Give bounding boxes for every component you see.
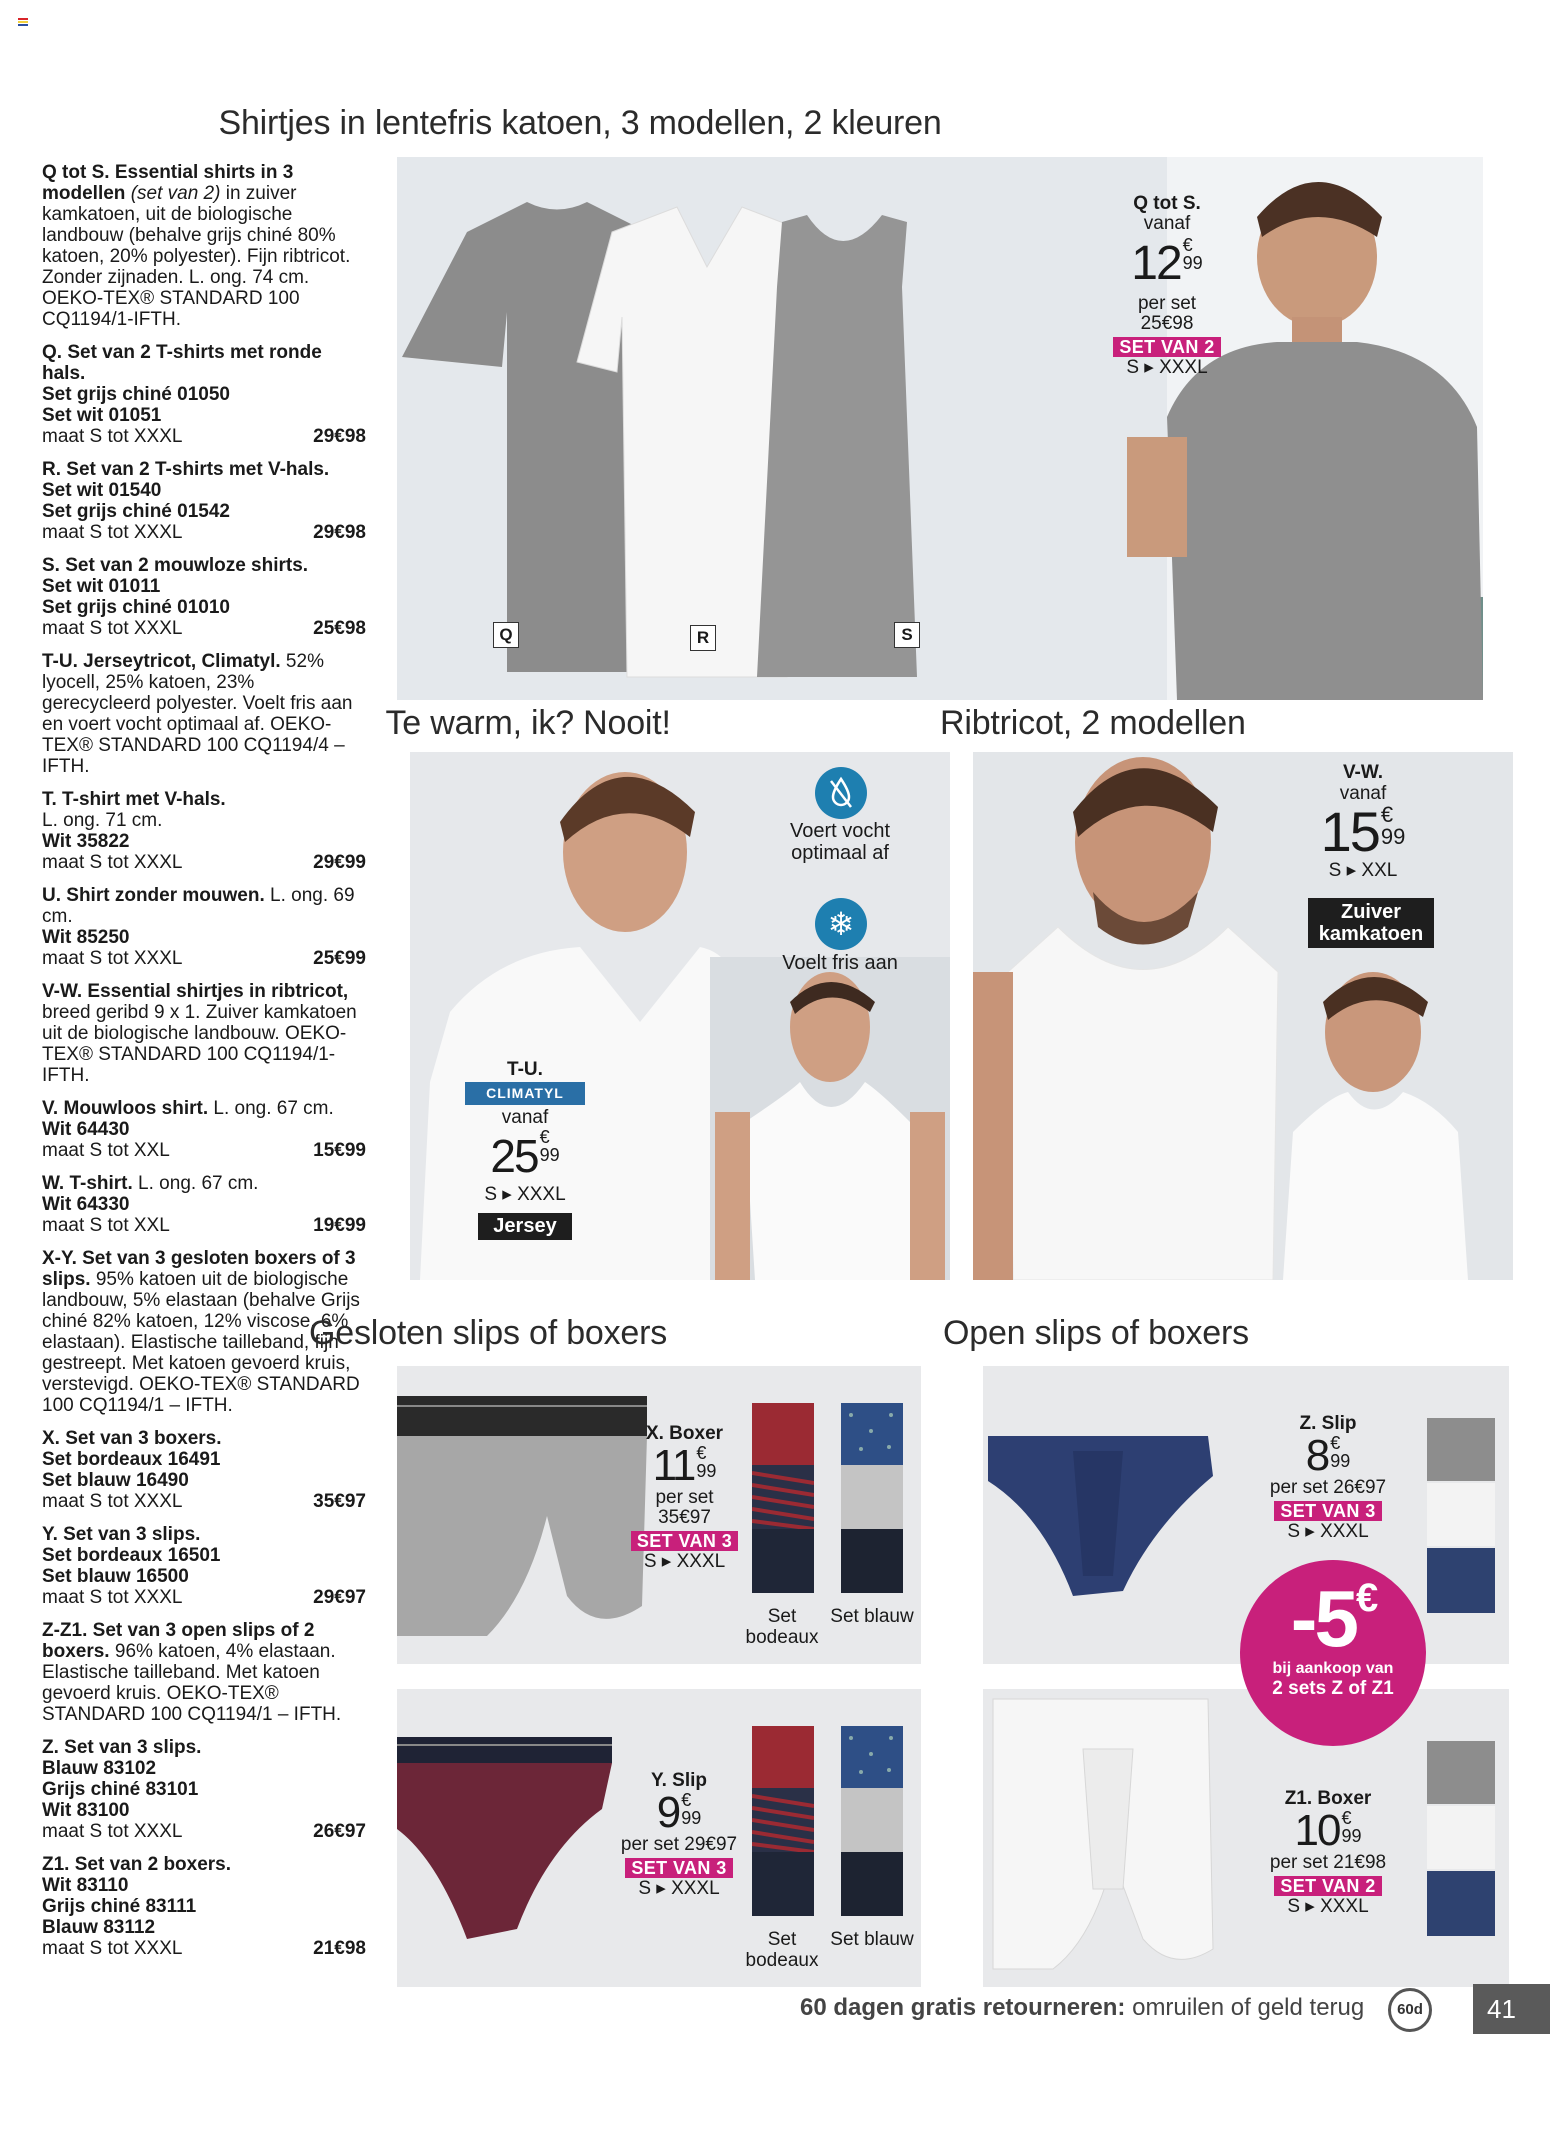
heading-ribtricot: Ribtricot, 2 modellen	[940, 704, 1246, 742]
tu-title: T-U. Jerseytricot, Climatyl.	[42, 651, 281, 672]
tu-photo	[410, 752, 950, 1280]
snowflake-icon: ❄	[815, 898, 867, 950]
promo-line2: 2 sets Z of Z1	[1272, 1678, 1394, 1699]
s-price: 25€98	[313, 618, 366, 639]
y-perset: per set 29€97	[620, 1834, 738, 1855]
z1-boxer-photo	[983, 1689, 1509, 1987]
vw-body: breed geribd 9 x 1. Zuiver kamkatoen uit de biologische landbouw. OEKO-TEX® STANDARD 100 CQ1194/1-IFTH.	[42, 1002, 357, 1086]
y-set2-label: Set blauw	[830, 1929, 914, 1950]
z1-price-block	[1258, 1789, 1398, 1917]
x-item	[42, 1428, 366, 1512]
w-item	[42, 1173, 366, 1236]
vw-sizes: S ▸ XXL	[1328, 860, 1398, 881]
zz1-body: 96% katoen, 4% elastaan. Elastische tailleband. Met katoen gevoerd kruis. OEKO-TEX® STANDARD 100 CQ1194/1 – IFTH.	[42, 1641, 342, 1725]
z-setvan-badge: SET VAN 3	[1274, 1501, 1381, 1521]
z1-sizes: S ▸ XXXL	[1287, 1896, 1369, 1917]
z-cents: 99	[1330, 1451, 1351, 1471]
footer-bold: 60 dagen gratis retourneren:	[800, 1994, 1126, 2021]
z1-eur: €	[1341, 1808, 1352, 1828]
y-price	[614, 1788, 744, 1837]
qs-price-block	[1107, 194, 1227, 378]
z1-offer-label: Z1. Boxer	[1284, 1788, 1372, 1809]
z-size: maat S tot XXXL	[42, 1821, 183, 1842]
x-price: 35€97	[313, 1491, 366, 1512]
z-price-block	[1258, 1414, 1398, 1542]
w-length: L. ong. 67 cm.	[132, 1173, 259, 1194]
r-title: R. Set van 2 T-shirts met V-hals.	[42, 459, 330, 480]
t-title: T. T-shirt met V-hals.	[42, 789, 226, 810]
qs-body: in zuiver kamkatoen, uit de biologische landbouw (behalve grijs chiné 80% katoen, 20% polyester). Fijn ribtricot. Zonder zijnaden. L. ong. 74 cm. OEKO-TEX® STANDARD 100 CQ1194/1-IFTH.	[42, 183, 351, 330]
heading-gesloten: Gesloten slips of boxers	[309, 1314, 668, 1352]
vw-eur: €	[1380, 802, 1394, 827]
z1-price	[1258, 1806, 1398, 1855]
tu-vanaf: vanaf	[501, 1107, 549, 1128]
z-line2: Grijs chiné 83101	[42, 1779, 199, 1800]
x-perset: per set	[655, 1487, 714, 1508]
q-line1: Set grijs chiné 01050	[42, 384, 230, 405]
s-size: maat S tot XXXL	[42, 618, 183, 639]
z-price	[1258, 1431, 1398, 1480]
v-price: 15€99	[313, 1140, 366, 1161]
y-setvan-badge: SET VAN 3	[625, 1858, 732, 1878]
shirts-illustration	[397, 157, 1483, 700]
qs-set: (set van 2)	[130, 183, 221, 204]
y-cents: 99	[681, 1808, 702, 1828]
v-title: V. Mouwloos shirt.	[42, 1098, 209, 1119]
y-set1-label: Set bodeaux	[745, 1929, 819, 1971]
x-set2-label: Set blauw	[830, 1606, 914, 1627]
t-size: maat S tot XXXL	[42, 852, 183, 873]
z1-line3: Blauw 83112	[42, 1917, 156, 1938]
y-swatch-blauw	[841, 1726, 903, 1916]
drop-icon	[815, 767, 867, 819]
u-price: 25€99	[313, 948, 366, 969]
x-price	[627, 1441, 742, 1490]
z1-item	[42, 1854, 366, 1959]
vw-illustration	[973, 752, 1513, 1280]
z1-line1: Wit 83110	[42, 1875, 129, 1896]
s-title: S. Set van 2 mouwloze shirts.	[42, 555, 309, 576]
x-setvan-badge: SET VAN 3	[631, 1531, 738, 1551]
vw-description	[42, 981, 366, 1086]
w-line1: Wit 64330	[42, 1194, 130, 1215]
x-sizes: S ▸ XXXL	[643, 1551, 726, 1572]
qs-title: Q tot S. Essential shirts in 3 modellen	[42, 162, 294, 204]
w-price: 19€99	[313, 1215, 366, 1236]
x-swatch-blauw	[841, 1403, 903, 1593]
tu-price-block	[470, 1059, 580, 1240]
z1-line2: Grijs chiné 83111	[42, 1896, 197, 1917]
footer-returns	[800, 1994, 1364, 2022]
qs-sizes: S ▸ XXXL	[1126, 357, 1208, 378]
z-price-int: 8	[1305, 1431, 1329, 1480]
v-line1: Wit 64430	[42, 1119, 130, 1140]
vw-price-int: 15	[1320, 800, 1379, 863]
tu-description	[42, 651, 366, 777]
heading-warm: Te warm, ik? Nooit!	[385, 704, 671, 742]
z-line3: Wit 83100	[42, 1800, 130, 1821]
s-line1: Set wit 01011	[42, 576, 161, 597]
x-offer-label: X. Boxer	[645, 1423, 724, 1444]
q-item	[42, 342, 366, 447]
zz1-description	[42, 1620, 366, 1725]
y-eur: €	[681, 1790, 692, 1810]
footer-rest: omruilen of geld terug	[1125, 1994, 1365, 2021]
vw-offer-label: V-W.	[1342, 762, 1384, 783]
feature-moisture: Voert vocht optimaal af	[789, 820, 891, 864]
z-price: 26€97	[313, 1821, 366, 1842]
tu-price-int: 25	[490, 1130, 538, 1182]
t-line1: Wit 35822	[42, 831, 130, 852]
s-item	[42, 555, 366, 639]
vw-price	[1303, 800, 1423, 863]
q-size: maat S tot XXXL	[42, 426, 183, 447]
product-descriptions	[42, 162, 366, 1971]
x-boxer-photo	[397, 1366, 921, 1664]
y-line2: Set blauw 16500	[42, 1566, 189, 1587]
qs-setvan-badge: SET VAN 2	[1113, 337, 1220, 357]
qs-setprice: 25€98	[1140, 313, 1194, 334]
tu-cents: 99	[539, 1145, 560, 1165]
promo-big: -5	[1290, 1574, 1356, 1663]
x-setprice: 35€97	[658, 1507, 711, 1528]
heading-open: Open slips of boxers	[943, 1314, 1249, 1352]
marker-r: R	[690, 625, 716, 651]
feature-fresh: Voelt fris aan	[782, 952, 898, 974]
tu-eur: €	[539, 1127, 550, 1147]
y-title: Y. Set van 3 slips.	[42, 1524, 201, 1545]
x-line2: Set blauw 16490	[42, 1470, 189, 1491]
u-line1: Wit 85250	[42, 927, 130, 948]
tu-body: 52% lyocell, 25% katoen, 23% gerecycleerd polyester. Voelt fris aan en voert vocht optimaal af. OEKO-TEX® STANDARD 100 CQ1194/4 – IFTH.	[42, 651, 353, 777]
t-item	[42, 789, 366, 873]
z1-price-int: 10	[1294, 1806, 1340, 1855]
marker-s: S	[894, 622, 920, 648]
xy-title: X-Y. Set van 3 gesloten boxers of 3 slips.	[42, 1248, 356, 1290]
t-length: L. ong. 71 cm.	[42, 810, 163, 831]
tu-jersey-tag: Jersey	[478, 1213, 572, 1240]
u-length: L. ong. 69 cm.	[42, 885, 355, 927]
r-price: 29€98	[313, 522, 366, 543]
y-price: 29€97	[313, 1587, 366, 1608]
s-line2: Set grijs chiné 01010	[42, 597, 230, 618]
vw-vanaf: vanaf	[1339, 783, 1387, 804]
vw-price-block	[1303, 762, 1423, 881]
x-price-int: 11	[652, 1441, 695, 1490]
w-size: maat S tot XXL	[42, 1215, 170, 1236]
z-item	[42, 1737, 366, 1842]
vw-kamkatoen-tag: Zuiver kamkatoen	[1308, 898, 1434, 948]
tu-offer-label: T-U.	[507, 1059, 543, 1080]
z-perset: per set 26€97	[1269, 1477, 1387, 1498]
u-title: U. Shirt zonder mouwen.	[42, 885, 265, 906]
marker-q: Q	[493, 622, 519, 648]
vw-photo	[973, 752, 1513, 1280]
x-line1: Set bordeaux 16491	[42, 1449, 221, 1470]
qs-description	[42, 162, 366, 330]
xy-body: 95% katoen uit de biologische landbouw, 5% elastaan (behalve Grijs chiné 82% katoen, 12% viscose, 6% elastaan). Elastische tailleband, fijn gestreept. Met katoen gevoerd kruis, verstevigd. OEKO-TEX® STANDARD 100 CQ1194/1 – IFTH.	[42, 1269, 360, 1416]
shirts-photo	[397, 157, 1483, 700]
x-eur: €	[696, 1443, 707, 1463]
qs-price	[1107, 236, 1227, 292]
q-line2: Set wit 01051	[42, 405, 162, 426]
y-sizes: S ▸ XXXL	[638, 1878, 720, 1899]
qs-offer-label: Q tot S.	[1133, 193, 1201, 214]
x-size: maat S tot XXXL	[42, 1491, 183, 1512]
q-title: Q. Set van 2 T-shirts met ronde hals.	[42, 342, 322, 384]
flag-icon	[18, 18, 28, 26]
q-price: 29€98	[313, 426, 366, 447]
zz1-title: Z-Z1. Set van 3 open slips of 2 boxers.	[42, 1620, 315, 1662]
y-line1: Set bordeaux 16501	[42, 1545, 221, 1566]
promo-amount	[1240, 1574, 1426, 1663]
qs-cents: 99	[1182, 253, 1203, 273]
tu-price	[470, 1128, 580, 1184]
x-price-block	[627, 1424, 742, 1572]
z-line1: Blauw 83102	[42, 1758, 157, 1779]
x-cents: 99	[696, 1461, 717, 1481]
promo-badge	[1240, 1560, 1426, 1746]
z-sizes: S ▸ XXXL	[1287, 1521, 1369, 1542]
qs-eur: €	[1182, 235, 1193, 255]
r-line2: Set grijs chiné 01542	[42, 501, 230, 522]
x-title: X. Set van 3 boxers.	[42, 1428, 222, 1449]
y-offer-label: Y. Slip	[651, 1770, 707, 1791]
y-slip-photo	[397, 1689, 921, 1987]
page-number: 41	[1473, 1984, 1550, 2034]
z1-price: 21€98	[313, 1938, 366, 1959]
z-eur: €	[1330, 1433, 1341, 1453]
z1-size: maat S tot XXXL	[42, 1938, 183, 1959]
z-title: Z. Set van 3 slips.	[42, 1737, 202, 1758]
x-swatch-bordeaux	[752, 1403, 814, 1593]
z1-cents: 99	[1341, 1826, 1362, 1846]
heading-shirtjes: Shirtjes in lentefris katoen, 3 modellen, 2 kleuren	[218, 104, 942, 142]
promo-line1: bij aankoop van	[1272, 1660, 1394, 1677]
qs-perset: per set	[1137, 293, 1197, 314]
y-item	[42, 1524, 366, 1608]
r-line1: Set wit 01540	[42, 480, 162, 501]
z1-perset: per set 21€98	[1269, 1852, 1387, 1873]
v-length: L. ong. 67 cm.	[208, 1098, 334, 1119]
return-60d-icon	[1388, 1988, 1432, 2032]
y-swatch-bordeaux	[752, 1726, 814, 1916]
tu-sizes: S ▸ XXXL	[484, 1184, 566, 1205]
vw-title: V-W. Essential shirtjes in ribtricot,	[42, 981, 349, 1002]
u-size: maat S tot XXXL	[42, 948, 183, 969]
return-logo-text: 60d	[1397, 2001, 1423, 2018]
z1-swatch-colors	[1427, 1741, 1495, 1936]
promo-eur: €	[1355, 1576, 1376, 1620]
y-size: maat S tot XXXL	[42, 1587, 183, 1608]
z1-setvan-badge: SET VAN 2	[1274, 1876, 1381, 1896]
w-title: W. T-shirt.	[42, 1173, 133, 1194]
y-price-block	[614, 1771, 744, 1899]
v-item	[42, 1098, 366, 1161]
qs-vanaf: vanaf	[1143, 213, 1191, 234]
r-size: maat S tot XXXL	[42, 522, 183, 543]
z-swatch-colors	[1427, 1418, 1495, 1613]
v-size: maat S tot XXL	[42, 1140, 170, 1161]
climatyl-badge: CLIMATYL	[465, 1082, 585, 1105]
vw-cents: 99	[1380, 824, 1406, 849]
z-offer-label: Z. Slip	[1299, 1413, 1357, 1434]
x-set1-label: Set bodeaux	[745, 1606, 819, 1648]
z1-title: Z1. Set van 2 boxers.	[42, 1854, 232, 1875]
u-item	[42, 885, 366, 969]
t-price: 29€99	[313, 852, 366, 873]
r-item	[42, 459, 366, 543]
y-price-int: 9	[656, 1788, 680, 1837]
qs-price-int: 12	[1131, 237, 1181, 290]
